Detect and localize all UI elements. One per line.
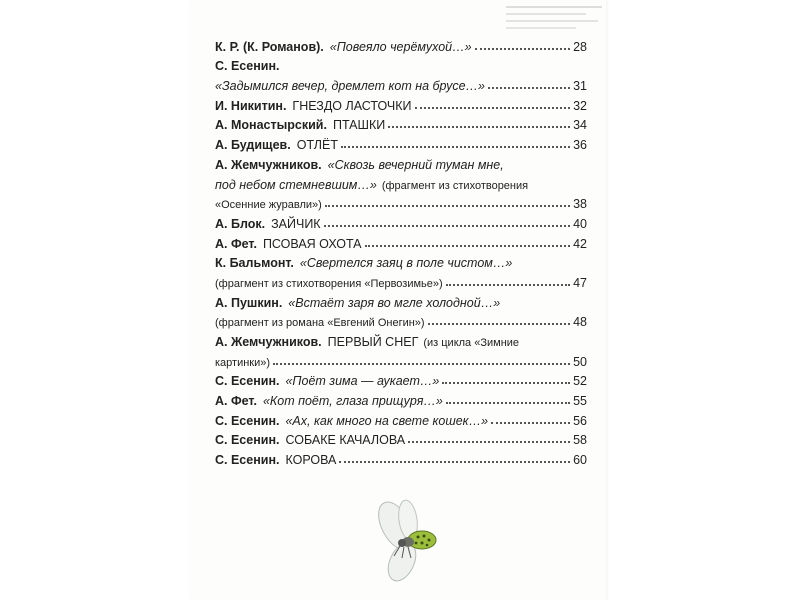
toc-page-number: 31 [573,79,587,94]
toc-title: под небом стемневшим…» [215,177,377,192]
toc-page-number: 36 [573,138,587,153]
toc-leader-dots [365,245,571,247]
table-of-contents [215,34,587,467]
toc-leader-dots [388,126,570,128]
toc-line [215,113,587,133]
toc-page-number: 47 [573,275,587,290]
toc-title: ПТАШКИ [332,118,386,133]
toc-title: «Сквозь вечерний туман мне, [327,157,504,172]
toc-author: С. Есенин. [215,433,280,448]
toc-page-number: 48 [573,315,587,330]
toc-author: С. Есенин. [215,59,280,74]
toc-leader-dots [273,363,570,365]
toc-line [215,369,587,389]
toc-author: А. Жемчужников. [215,335,322,349]
toc-page-number: 58 [573,433,587,448]
toc-line [215,34,587,54]
toc-leader-dots [446,402,570,404]
toc-line [215,93,587,113]
toc-leader-dots [488,87,570,89]
toc-title: «Повеяло черёмухой…» [329,39,472,54]
toc-leader-dots [408,441,570,443]
toc-title: ЗАЙЧИК [271,216,321,231]
toc-author: И. Никитин. [215,98,287,113]
toc-note: (из цикла «Зимние [423,337,520,349]
toc-note: (фрагмент из стихотворения [381,179,529,192]
toc-note: (фрагмент из романа «Евгений Онегин») [215,317,425,330]
toc-page-number: 55 [573,394,587,409]
toc-line [215,231,587,251]
toc-line [215,132,587,152]
toc-line [215,192,587,212]
toc-title: «Свертелся заяц в поле чистом…» [299,256,513,271]
toc-author: А. Будищев. [215,138,291,153]
toc-title: «Кот поёт, глаза прищуря…» [262,394,443,409]
toc-author: С. Есенин. [215,374,280,389]
toc-line [215,54,587,74]
toc-title: «Встаёт заря во мгле холодной…» [288,295,501,310]
toc-leader-dots [475,48,571,50]
toc-title: ПСОВАЯ ОХОТА [262,236,362,251]
toc-line [215,211,587,231]
toc-leader-dots [339,461,570,463]
toc-leader-dots [415,107,571,109]
toc-page-number: 56 [573,413,587,428]
toc-line [215,428,587,448]
toc-leader-dots [324,225,571,227]
bee-icon [378,498,448,588]
toc-line [215,349,587,369]
toc-page-number: 38 [573,197,587,212]
toc-page-number: 34 [573,118,587,133]
toc-title: «Ах, как много на свете кошек…» [285,413,489,428]
toc-author: А. Пушкин. [215,295,283,310]
toc-line [215,152,587,172]
toc-page-number: 60 [573,453,587,468]
toc-title: СОБАКЕ КАЧАЛОВА [285,433,406,448]
toc-line [215,447,587,467]
toc-leader-dots [341,146,570,148]
toc-title: ПЕРВЫЙ СНЕГ [327,335,419,349]
toc-page-number: 50 [573,354,587,369]
toc-leader-dots [325,205,570,207]
toc-title: КОРОВА [285,453,337,468]
toc-title: ОТЛЁТ [296,138,338,153]
toc-author: К. Р. (К. Романов). [215,39,324,54]
toc-line [215,310,587,330]
toc-page-number: 32 [573,98,587,113]
bleed-through-text [506,6,602,29]
toc-author: А. Жемчужников. [215,157,322,172]
toc-author: С. Есенин. [215,413,280,428]
toc-line [215,251,587,271]
toc-page-number: 42 [573,236,587,251]
toc-leader-dots [491,422,570,424]
toc-line [215,388,587,408]
toc-author: К. Бальмонт. [215,256,294,271]
toc-title: «Поёт зима — аукает…» [285,374,440,389]
toc-leader-dots [428,323,571,325]
toc-line [215,73,587,93]
toc-author: А. Фет. [215,394,257,409]
toc-page-number: 40 [573,216,587,231]
toc-leader-dots [446,284,570,286]
toc-page-number: 52 [573,374,587,389]
toc-line [215,172,587,192]
toc-page-number: 28 [573,39,587,54]
toc-note: «Осенние журавли») [215,199,322,212]
toc-leader-dots [442,382,570,384]
toc-author: А. Монастырский. [215,118,327,133]
toc-line [215,329,587,349]
toc-author: А. Фет. [215,236,257,251]
toc-line [215,408,587,428]
toc-line [215,290,587,310]
toc-note: картинки») [215,356,271,369]
toc-title: «Задымился вечер, дремлет кот на брусе…» [215,79,485,94]
toc-line [215,270,587,290]
toc-author: С. Есенин. [215,453,280,468]
toc-author: А. Блок. [215,216,266,231]
toc-note: (фрагмент из стихотворения «Первозимье») [215,277,443,290]
toc-title: ГНЕЗДО ЛАСТОЧКИ [292,98,412,113]
